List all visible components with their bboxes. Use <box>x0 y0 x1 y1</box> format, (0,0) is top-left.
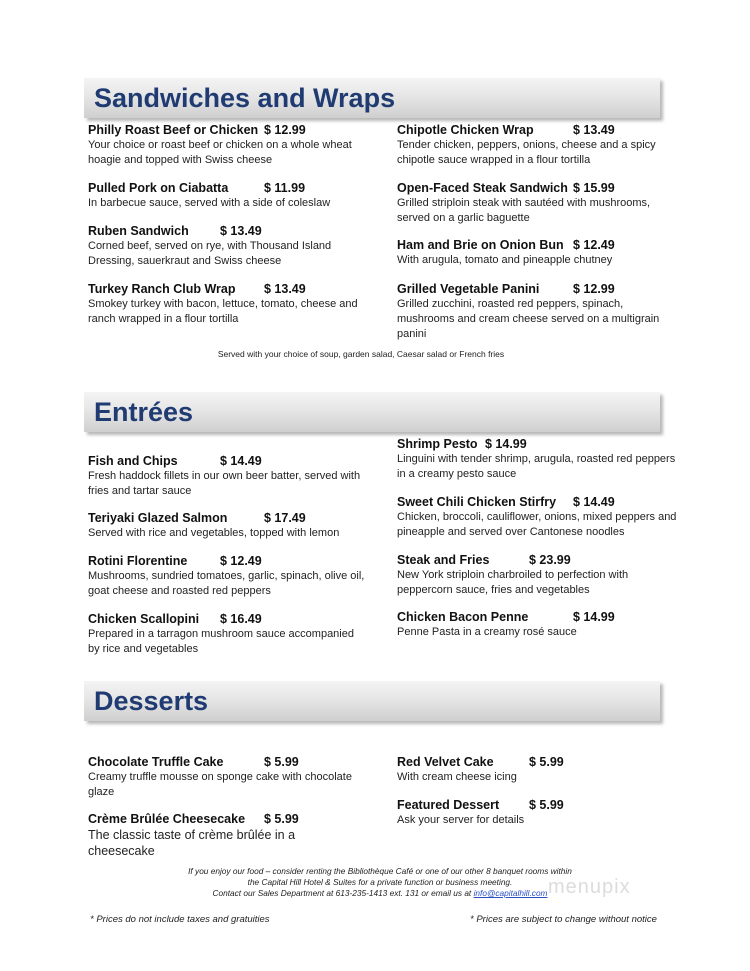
menu-item <box>397 553 677 598</box>
item-name: Chipotle Chicken Wrap <box>397 123 534 137</box>
watermark-logo: menupix <box>548 876 631 898</box>
item-description: With arugula, tomato and pineapple chutney <box>397 254 613 266</box>
item-description: The classic taste of crème brûlée in a cheesecake <box>88 828 296 858</box>
item-name: Featured Dessert <box>397 798 500 812</box>
menu-item <box>88 181 368 211</box>
menu-item <box>88 282 368 327</box>
item-price: $ 14.49 <box>220 454 262 468</box>
section-title-desserts: Desserts <box>94 686 209 716</box>
item-price: $ 12.99 <box>264 123 306 137</box>
item-price: $ 16.49 <box>220 612 262 626</box>
menu-item <box>88 812 328 859</box>
item-description: Fresh haddock fillets in our own beer batter, served with fries and tartar sauce <box>88 470 361 497</box>
item-name: Grilled Vegetable Panini <box>397 282 540 296</box>
item-price: $ 14.49 <box>573 495 615 509</box>
section-header-desserts <box>84 681 660 721</box>
item-price: $ 13.49 <box>264 282 306 296</box>
item-name: Sweet Chili Chicken Stirfry <box>397 495 557 509</box>
section-header-sandwiches <box>84 78 660 118</box>
item-price: $ 11.99 <box>264 181 306 195</box>
item-description: Prepared in a tarragon mushroom sauce accompanied by rice and vegetables <box>88 628 354 655</box>
item-description: Smokey turkey with bacon, lettuce, tomato, cheese and ranch wrapped in a flour tortilla <box>88 298 358 325</box>
item-description: Grilled zucchini, roasted red peppers, spinach, mushrooms and cream cheese served on a multigrain panini <box>397 298 660 340</box>
item-price: $ 5.99 <box>264 812 299 826</box>
item-description: Chicken, broccoli, cauliflower, onions, mixed peppers and pineapple and served over Cantonese noodles <box>397 511 677 538</box>
item-name: Chicken Bacon Penne <box>397 610 529 624</box>
email-link[interactable]: info@capitalhill.com <box>473 888 548 898</box>
item-name: Teriyaki Glazed Salmon <box>88 511 228 525</box>
menu-item <box>88 755 368 800</box>
menu-item <box>88 554 368 599</box>
menu-item <box>88 612 368 657</box>
item-name: Red Velvet Cake <box>397 755 494 769</box>
menu-item <box>397 238 677 268</box>
item-name: Crème Brûlée Cheesecake <box>88 812 246 826</box>
item-price: $ 17.49 <box>264 511 306 525</box>
menu-item <box>397 437 677 482</box>
item-description: In barbecue sauce, served with a side of coleslaw <box>88 197 331 209</box>
sides-note: Served with your choice of soup, garden salad, Caesar salad or French fries <box>217 349 505 359</box>
item-name: Chocolate Truffle Cake <box>88 755 224 769</box>
item-price: $ 12.49 <box>220 554 262 568</box>
item-price: $ 13.49 <box>573 123 615 137</box>
item-description: New York striploin charbroiled to perfection with peppercorn sauce, fries and vegetables <box>397 569 629 596</box>
menu-item <box>397 282 677 342</box>
menu-item <box>88 123 368 168</box>
item-description: Ask your server for details <box>397 814 525 826</box>
item-description: Penne Pasta in a creamy rosé sauce <box>397 626 577 638</box>
menu-item <box>88 454 368 499</box>
menu-item <box>397 755 677 785</box>
menu-item <box>397 181 677 226</box>
item-name: Shrimp Pesto <box>397 437 478 451</box>
menu-item <box>397 798 677 828</box>
item-description: Served with rice and vegetables, topped with lemon <box>88 527 340 539</box>
item-name: Steak and Fries <box>397 553 490 567</box>
item-name: Fish and Chips <box>88 454 178 468</box>
item-description: Your choice or roast beef or chicken on a whole wheat hoagie and topped with Swiss cheese <box>88 139 352 166</box>
item-description: Grilled striploin steak with sautéed with mushrooms, served on a garlic baguette <box>397 197 651 224</box>
footer-contact-text: Contact our Sales Department at 613-235-1413 ext. 131 or email us at <box>212 888 472 898</box>
item-name: Open-Faced Steak Sandwich <box>397 181 568 195</box>
menu-item <box>88 224 368 269</box>
item-price: $ 5.99 <box>529 755 564 769</box>
menu-item <box>397 495 677 540</box>
footer-promo-line-2: the Capital Hill Hotel & Suites for a private function or business meeting. <box>247 877 513 887</box>
item-name: Philly Roast Beef or Chicken <box>88 123 259 137</box>
item-description: Tender chicken, peppers, onions, cheese and a spicy chipotle sauce wrapped in a flour tortilla <box>397 139 656 166</box>
item-price: $ 5.99 <box>264 755 299 769</box>
price-change-note: * Prices are subject to change without notice <box>470 914 657 925</box>
item-description: Creamy truffle mousse on sponge cake with chocolate glaze <box>88 771 352 798</box>
item-description: With cream cheese icing <box>397 771 517 783</box>
section-title-sandwiches: Sandwiches and Wraps <box>94 83 396 113</box>
item-price: $ 14.99 <box>573 610 615 624</box>
item-price: $ 12.49 <box>573 238 615 252</box>
item-name: Ham and Brie on Onion Bun <box>397 238 564 252</box>
item-description: Corned beef, served on rye, with Thousand Island Dressing, sauerkraut and Swiss cheese <box>88 240 332 267</box>
menu-item <box>397 610 677 640</box>
item-description: Linguini with tender shrimp, arugula, roasted red peppers in a creamy pesto sauce <box>397 453 676 480</box>
item-price: $ 23.99 <box>529 553 571 567</box>
footer-promo-line-1: If you enjoy our food – consider renting the Bibliothèque Café or one of our other 8 banquet rooms within <box>188 866 572 876</box>
menu-item <box>88 511 368 541</box>
item-price: $ 5.99 <box>529 798 564 812</box>
section-title-entrees: Entrées <box>94 397 194 427</box>
item-name: Rotini Florentine <box>88 554 188 568</box>
item-description: Mushrooms, sundried tomatoes, garlic, spinach, olive oil, goat cheese and roasted red peppers <box>88 570 365 597</box>
item-name: Turkey Ranch Club Wrap <box>88 282 236 296</box>
item-price: $ 14.99 <box>485 437 527 451</box>
item-price: $ 13.49 <box>220 224 262 238</box>
item-name: Ruben Sandwich <box>88 224 189 238</box>
footer-contact <box>150 888 610 899</box>
item-price: $ 12.99 <box>573 282 615 296</box>
item-price: $ 15.99 <box>573 181 615 195</box>
tax-note: * Prices do not include taxes and gratuities <box>90 914 270 925</box>
item-name: Pulled Pork on Ciabatta <box>88 181 229 195</box>
menu-item <box>397 123 677 168</box>
item-name: Chicken Scallopini <box>88 612 200 626</box>
section-header-entrees <box>84 392 660 432</box>
